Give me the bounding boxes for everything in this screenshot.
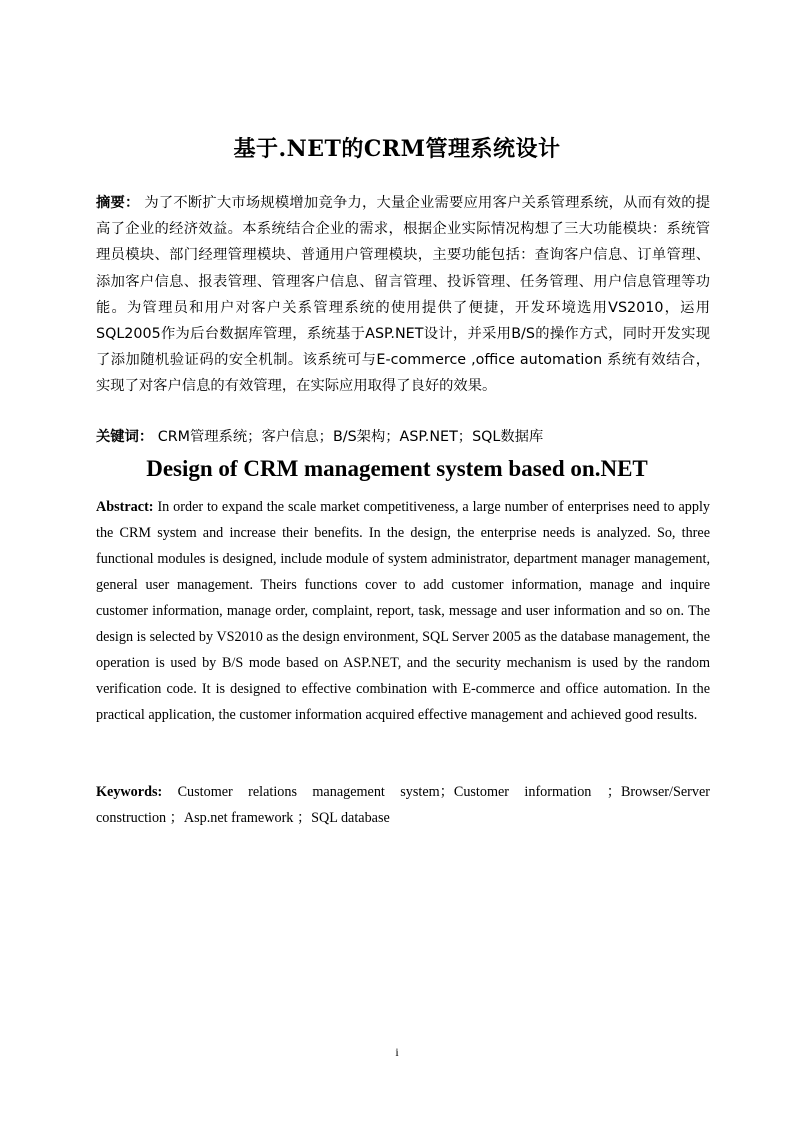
english-abstract-text: In order to expand the scale market competitiveness, a large number of enterprises need to apply the CRM system and increase their benefits. In the design, the enterprise needs is analyzed. So, three functional modules is designed, include module of system administrator, department manager management, general user management. Theirs functions cover to add customer information, manage and inquire customer information, manage order, complaint, report, task, message and user information and so on. The design is selected by VS2010 as the design environment, SQL Server 2005 as the database management, the operation is used by B/S mode based on ASP.NET, and the security mechanism is used by the random verification code. It is designed to effective combination with E-commerce and office automation. In the practical application, the customer information acquired effective management and achieved good results. [96, 499, 711, 723]
page-number: i [395, 1045, 399, 1059]
chinese-keywords-label: 关键词： [96, 429, 154, 445]
english-abstract-label: Abstract: [96, 499, 154, 515]
english-keywords [96, 779, 710, 831]
english-title: Design of CRM management system based on.NET [146, 456, 648, 481]
english-keywords-text: Customer relations management system；Customer information ；Browser/Server construction ；Asp.net framework ；SQL database [96, 784, 711, 826]
chinese-abstract-label: 摘要： [96, 195, 140, 211]
chinese-abstract [96, 190, 710, 400]
chinese-abstract-text: 为了不断扩大市场规模增加竞争力，大量企业需要应用客户关系管理系统，从而有效的提高了企业的经济效益。本系统结合企业的需求，根据企业实际情况构想了三大功能模块：系统管理员模块、部门经理管理模块、普通用户管理模块，主要功能包括：查询客户信息、订单管理、添加客户信息、报表管理、管理客户信息、留言管理、投诉管理、任务管理、用户信息管理等功能。为管理员和用户对客户关系管理系统的使用提供了便捷，开发环境选用VS2010，运用SQL2005作为后台数据库管理，系统基于ASP.NET设计，并采用B/S的操作方式，同时开发实现了添加随机验证码的安全机制。该系统可与E-commerce ,office automation 系统有效结合，实现了对客户信息的有效管理，在实际应用取得了良好的效果。 [96, 195, 711, 395]
chinese-keywords-text: CRM管理系统；客户信息；B/S架构；ASP.NET；SQL数据库 [157, 429, 544, 445]
chinese-keywords [96, 424, 710, 450]
english-abstract [96, 494, 710, 728]
chinese-title: 基于.NET的CRM管理系统设计 [233, 136, 561, 162]
english-keywords-label: Keywords: [96, 784, 163, 800]
